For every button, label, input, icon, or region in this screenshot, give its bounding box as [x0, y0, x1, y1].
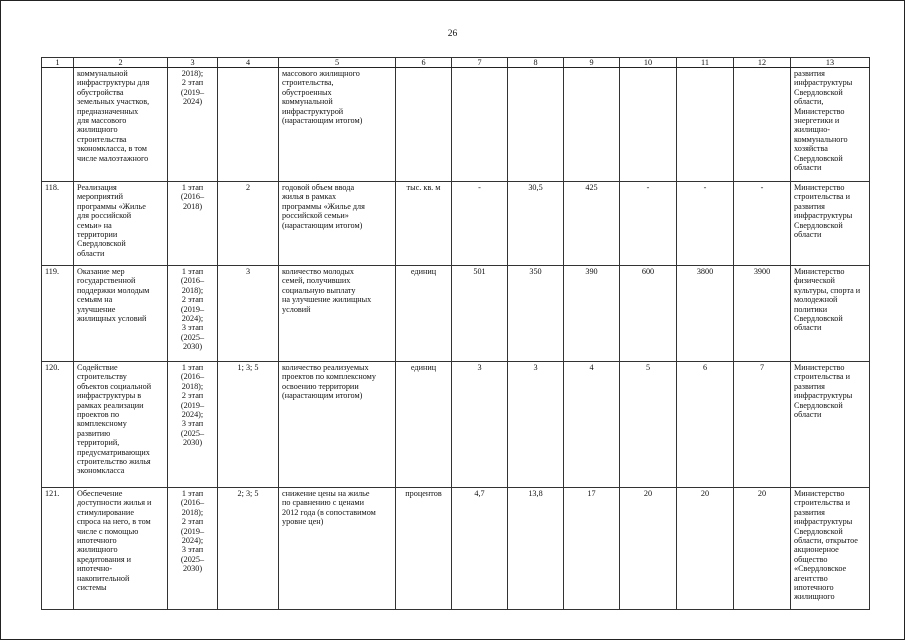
row-number: [42, 68, 74, 182]
task-ref: 2: [218, 182, 279, 266]
row-number: 119.: [42, 266, 74, 362]
header-cell: 11: [677, 58, 734, 68]
value-cell: 425: [564, 182, 620, 266]
row-number: 121.: [42, 488, 74, 610]
table-row: [42, 488, 870, 610]
value-cell: -: [452, 182, 508, 266]
responsible: Министерство строительства и развития инфраструктуры Свердловской области, открытое акционерное общество «Свердловское агентство ипотечного жилищного: [791, 488, 870, 610]
responsible: Министерство строительства и развития инфраструктуры Свердловской области: [791, 182, 870, 266]
indicator: годовой объем ввода жилья в рамках программы «Жилье для российской семьи» (нарастающим итогом): [279, 182, 396, 266]
value-cell: 350: [508, 266, 564, 362]
value-cell: [677, 68, 734, 182]
value-cell: -: [677, 182, 734, 266]
unit: тыс. кв. м: [396, 182, 452, 266]
responsible: развития инфраструктуры Свердловской области, Министерство энергетики и жилищно- коммунального хозяйства Свердловской области: [791, 68, 870, 182]
table-row: [42, 182, 870, 266]
stage: 1 этап (2016– 2018); 2 этап (2019– 2024); 3 этап (2025– 2030): [168, 362, 218, 488]
table-row: [42, 266, 870, 362]
value-cell: 17: [564, 488, 620, 610]
value-cell: 4: [564, 362, 620, 488]
page-number: 26: [447, 29, 458, 39]
data-table: [41, 57, 870, 610]
indicator: количество молодых семей, получивших социальную выплату на улучшение жилищных условий: [279, 266, 396, 362]
header-row: [42, 58, 870, 68]
value-cell: 3900: [734, 266, 791, 362]
stage: 1 этап (2016– 2018); 2 этап (2019– 2024); 3 этап (2025– 2030): [168, 488, 218, 610]
value-cell: 600: [620, 266, 677, 362]
value-cell: 501: [452, 266, 508, 362]
value-cell: 3800: [677, 266, 734, 362]
value-cell: 30,5: [508, 182, 564, 266]
task-ref: 1; 3; 5: [218, 362, 279, 488]
header-cell: 5: [279, 58, 396, 68]
event-name: Реализация мероприятий программы «Жилье для российской семьи» на территории Свердловской области: [74, 182, 168, 266]
header-cell: 7: [452, 58, 508, 68]
value-cell: -: [734, 182, 791, 266]
value-cell: 390: [564, 266, 620, 362]
unit: единиц: [396, 362, 452, 488]
value-cell: 5: [620, 362, 677, 488]
indicator: массового жилищного строительства, обустроенных коммунальной инфраструктурой (нарастающим итогом): [279, 68, 396, 182]
value-cell: 4,7: [452, 488, 508, 610]
task-ref: 2; 3; 5: [218, 488, 279, 610]
responsible: Министерство строительства и развития инфраструктуры Свердловской области: [791, 362, 870, 488]
responsible: Министерство физической культуры, спорта и молодежной политики Свердловской области: [791, 266, 870, 362]
event-name: Оказание мер государственной поддержки молодым семьям на улучшение жилищных условий: [74, 266, 168, 362]
value-cell: 7: [734, 362, 791, 488]
stage: 1 этап (2016– 2018): [168, 182, 218, 266]
header-cell: 10: [620, 58, 677, 68]
header-cell: 4: [218, 58, 279, 68]
event-name: Обеспечение доступности жилья и стимулирование спроса на него, в том числе с помощью ипотечного жилищного кредитования и ипотечно- накопительной системы: [74, 488, 168, 610]
value-cell: [620, 68, 677, 182]
event-name: Содействие строительству объектов социальной инфраструктуры в рамках реализации проектов по комплексному развитию территорий, предусматривающих строительство жилья экономкласса: [74, 362, 168, 488]
header-cell: 9: [564, 58, 620, 68]
table-row: [42, 362, 870, 488]
unit: [396, 68, 452, 182]
value-cell: 20: [620, 488, 677, 610]
value-cell: 3: [508, 362, 564, 488]
value-cell: 20: [734, 488, 791, 610]
row-number: 118.: [42, 182, 74, 266]
value-cell: 20: [677, 488, 734, 610]
value-cell: [564, 68, 620, 182]
indicator: количество реализуемых проектов по комплексному освоению территории (нарастающим итогом): [279, 362, 396, 488]
header-cell: 1: [42, 58, 74, 68]
header-cell: 13: [791, 58, 870, 68]
value-cell: 6: [677, 362, 734, 488]
value-cell: [508, 68, 564, 182]
value-cell: [452, 68, 508, 182]
header-cell: 12: [734, 58, 791, 68]
header-cell: 2: [74, 58, 168, 68]
header-cell: 6: [396, 58, 452, 68]
unit: процентов: [396, 488, 452, 610]
header-cell: 3: [168, 58, 218, 68]
stage: 1 этап (2016– 2018); 2 этап (2019– 2024); 3 этап (2025– 2030): [168, 266, 218, 362]
value-cell: -: [620, 182, 677, 266]
indicator: снижение цены на жилье по сравнению с ценами 2012 года (в сопоставимом уровне цен): [279, 488, 396, 610]
unit: единиц: [396, 266, 452, 362]
task-ref: 3: [218, 266, 279, 362]
table-row: [42, 68, 870, 182]
event-name: коммунальной инфраструктуры для обустройства земельных участков, предназначенных для массового жилищного строительства экономкласса, в том числе малоэтажного: [74, 68, 168, 182]
value-cell: [734, 68, 791, 182]
row-number: 120.: [42, 362, 74, 488]
task-ref: [218, 68, 279, 182]
header-cell: 8: [508, 58, 564, 68]
value-cell: 3: [452, 362, 508, 488]
value-cell: 13,8: [508, 488, 564, 610]
stage: 2018); 2 этап (2019– 2024): [168, 68, 218, 182]
